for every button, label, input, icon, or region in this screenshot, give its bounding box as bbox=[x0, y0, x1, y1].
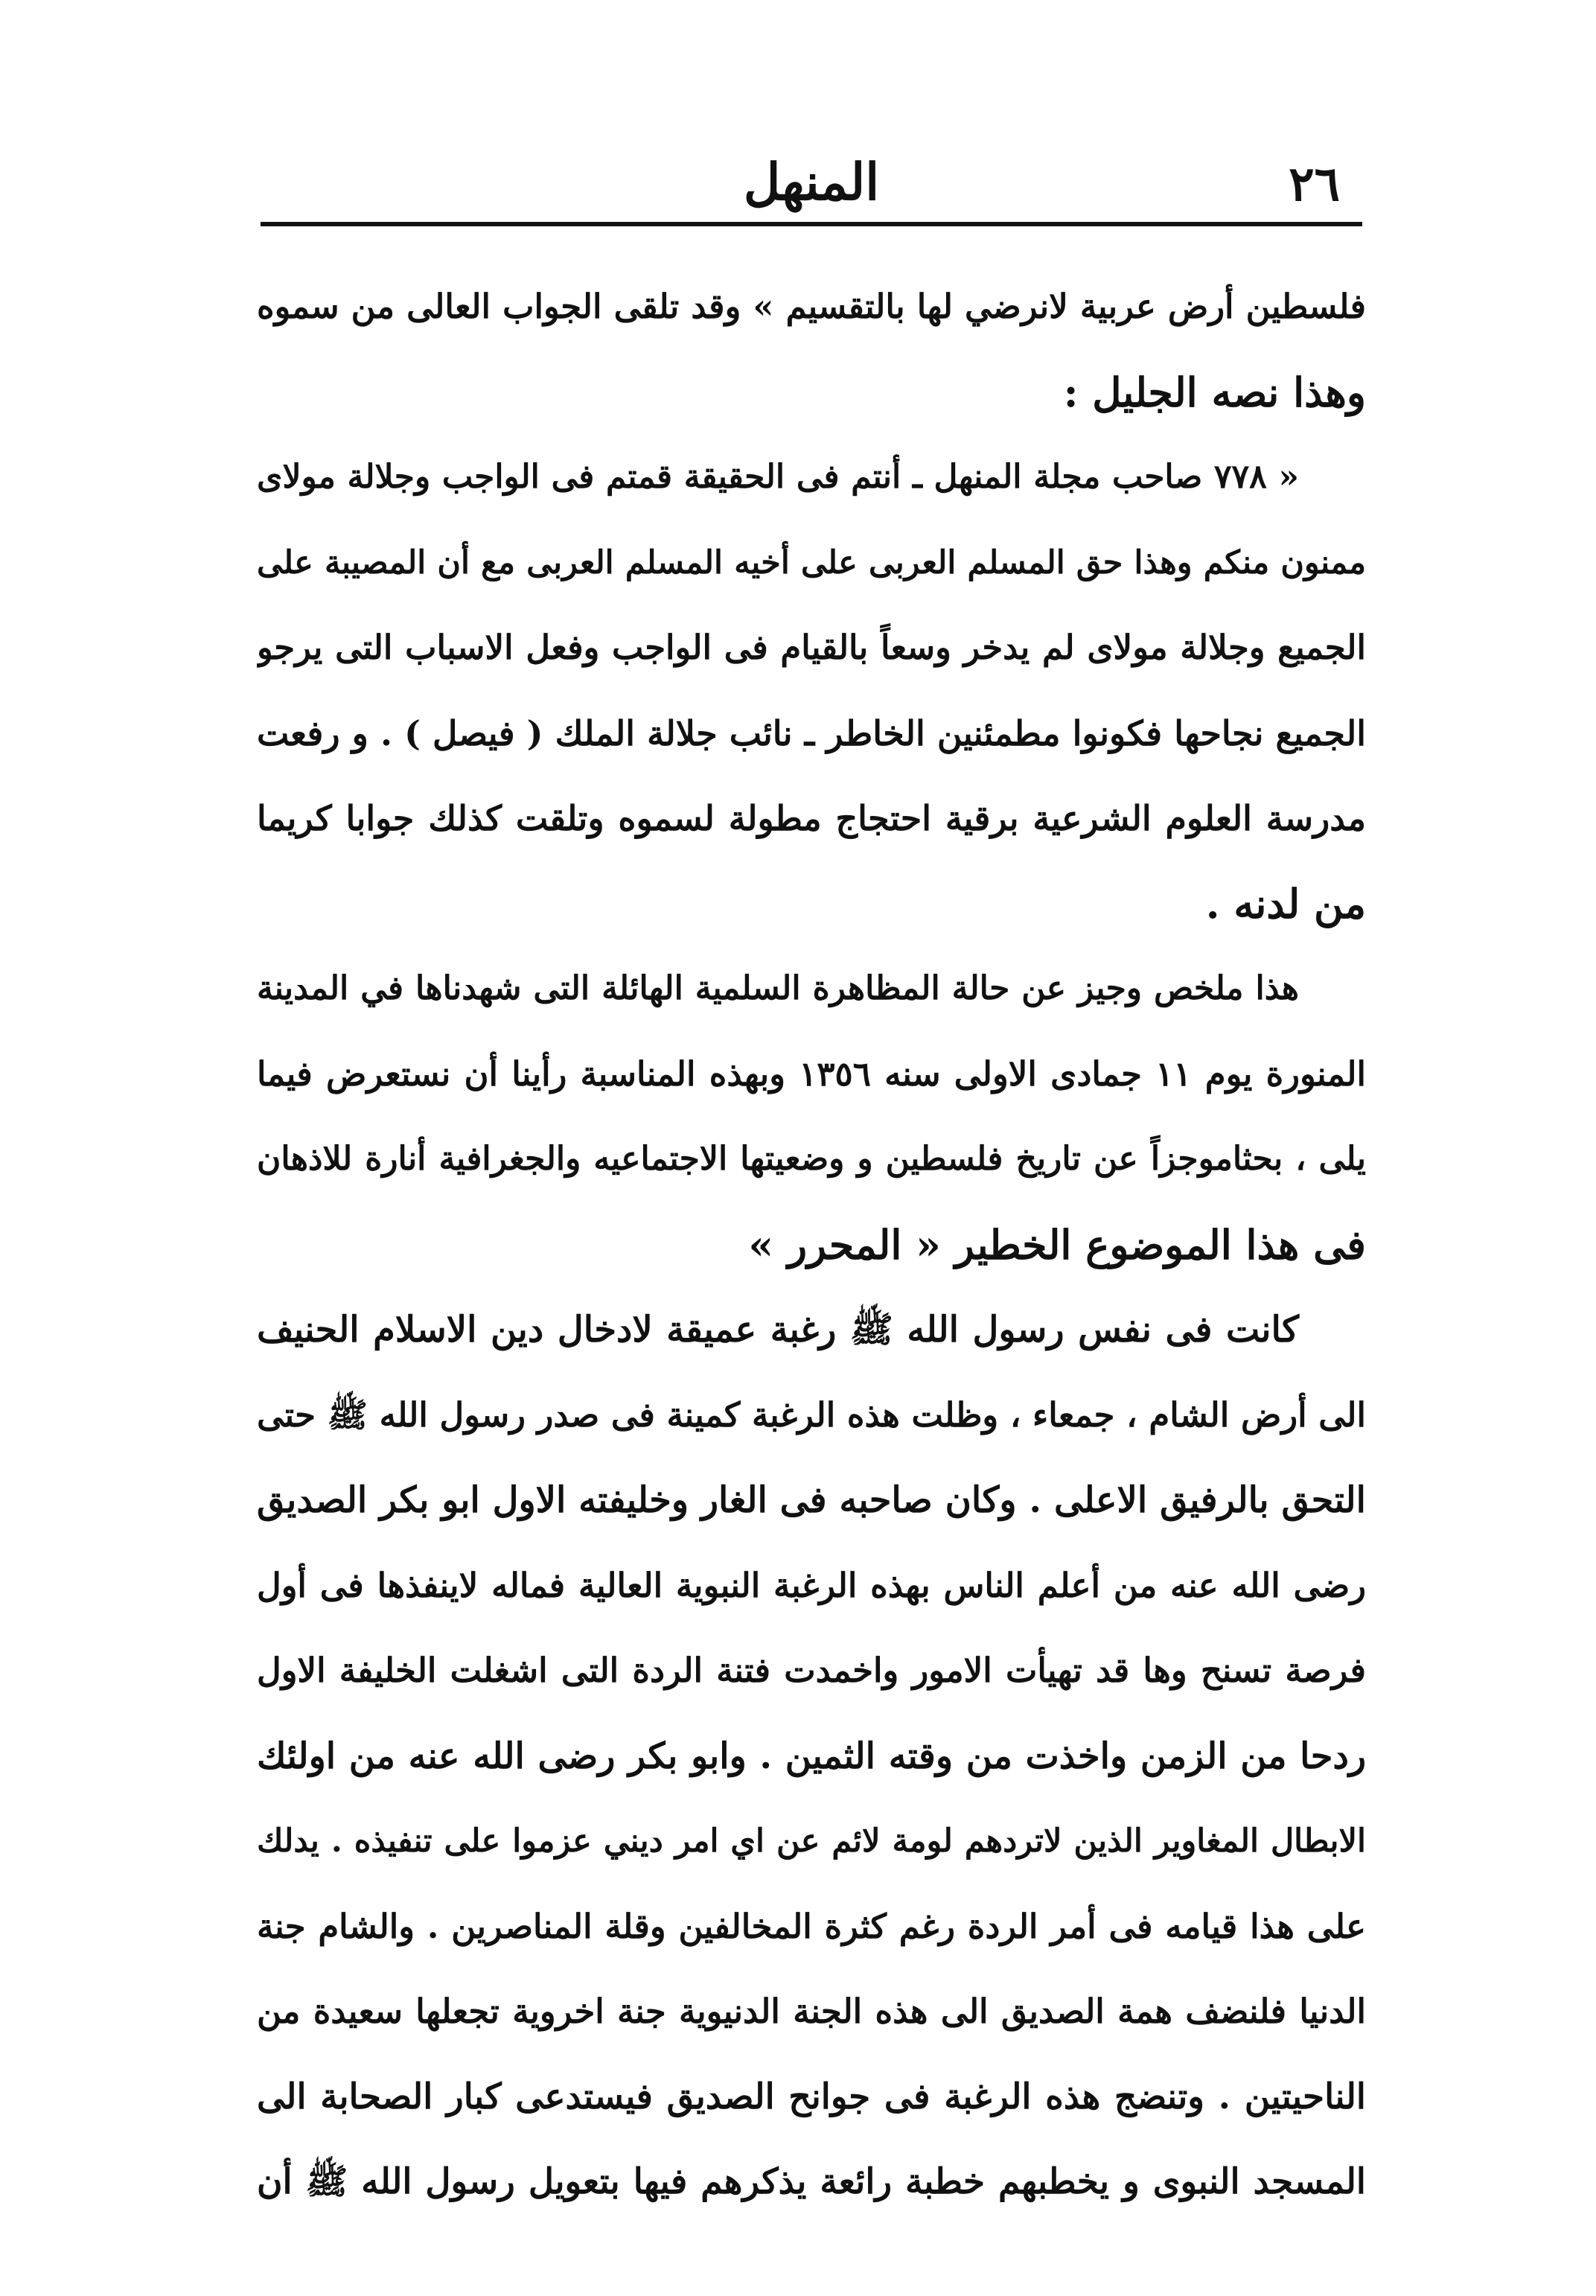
text-line: « ٧٧٨ صاحب مجلة المنهل ـ أنتم فى الحقيقة قمتم فى الواجب وجلالة مولاى bbox=[257, 458, 1299, 496]
text-line: فلسطين أرض عربية لانرضي لها بالتقسيم » وقد تلقى الجواب العالى من سموه bbox=[257, 287, 1366, 326]
body-text bbox=[257, 264, 1366, 2225]
page-header bbox=[261, 145, 1362, 220]
text-line: كانت فى نفس رسول الله ﷺ رغبة عميقة لادخال دين الاسلام الحنيف bbox=[257, 1309, 1299, 1351]
text-line: الابطال المغاوير الذين لاتردهم لومة لائم عن اي امر ديني عزموا على تنفيذه . يدلك bbox=[257, 1823, 1366, 1860]
text-line: هذا ملخص وجيز عن حالة المظاهرة السلمية الهائلة التى شهدناها في المدينة bbox=[257, 969, 1299, 1007]
text-line: المنورة يوم ١١ جمادى الاولى سنه ١٣٥٦ وبهذه المناسبة رأينا أن نستعرض فيما bbox=[257, 1053, 1366, 1094]
text-line: رضى الله عنه من أعلم الناس بهذه الرغبة النبوية العالية فماله لاينفذها فى أول bbox=[257, 1565, 1366, 1605]
page-number: ٢٦ bbox=[1289, 156, 1340, 212]
text-line: الجميع نجاحها فكونوا مطمئنين الخاطر ـ نائب جلالة الملك ( فيصل ) . و رفعت bbox=[257, 712, 1366, 753]
text-line: على هذا قيامه فى أمر الردة رغم كثرة المخالفين وقلة المناصرين . والشام جنة bbox=[257, 1906, 1366, 1946]
text-line: الجميع وجلالة مولاى لم يدخر وسعاً بالقيام فى الواجب وفعل الاسباب التى يرجو bbox=[257, 628, 1366, 667]
text-line: المسجد النبوى و يخطبهم خطبة رائعة يذكرهم فيها بتعويل رسول الله ﷺ أن bbox=[257, 2161, 1366, 2202]
running-title: المنهل bbox=[743, 153, 880, 212]
text-line: فرصة تسنح وها قد تهيأت الامور واخمدت فتنة الردة التى اشغلت الخليفة الاول bbox=[257, 1651, 1366, 1690]
text-line: ردحا من الزمن واخذت من وقته الثمين . وابو بكر رضى الله عنه من اولئك bbox=[257, 1735, 1366, 1777]
text-line: التحق بالرفيق الاعلى . وكان صاحبه فى الغار وخليفته الاول ابو بكر الصديق bbox=[257, 1479, 1366, 1521]
text-line: وهذا نصه الجليل : bbox=[1063, 368, 1366, 416]
header-rule bbox=[261, 222, 1362, 226]
text-line: فى هذا الموضوع الخطير « المحرر » bbox=[748, 1220, 1366, 1269]
text-line: مدرسة العلوم الشرعية برقية احتجاج مطولة لسموه وتلقت كذلك جوابا كريما bbox=[257, 798, 1366, 838]
text-line: الى أرض الشام ، جمعاء ، وظلت هذه الرغبة كمينة فى صدر رسول الله ﷺ حتى bbox=[257, 1394, 1366, 1435]
text-line: الدنيا فلنضف همة الصديق الى هذه الجنة الدنيوية جنة اخروية تجعلها سعيدة من bbox=[257, 1992, 1366, 2031]
text-line: يلى ، بحثاموجزاً عن تاريخ فلسطين و وضعيتها الاجتماعيه والجغرافية أنارة للاذهان bbox=[257, 1140, 1366, 1178]
text-line: ممنون منكم وهذا حق المسلم العربى على أخيه المسلم العربى مع أن المصيبة على bbox=[257, 543, 1366, 581]
text-line: من لدنه . bbox=[1205, 879, 1366, 928]
text-line: الناحيتين . وتنضج هذه الرغبة فى جوانح الصديق فيستدعى كبار الصحابة الى bbox=[257, 2076, 1366, 2117]
